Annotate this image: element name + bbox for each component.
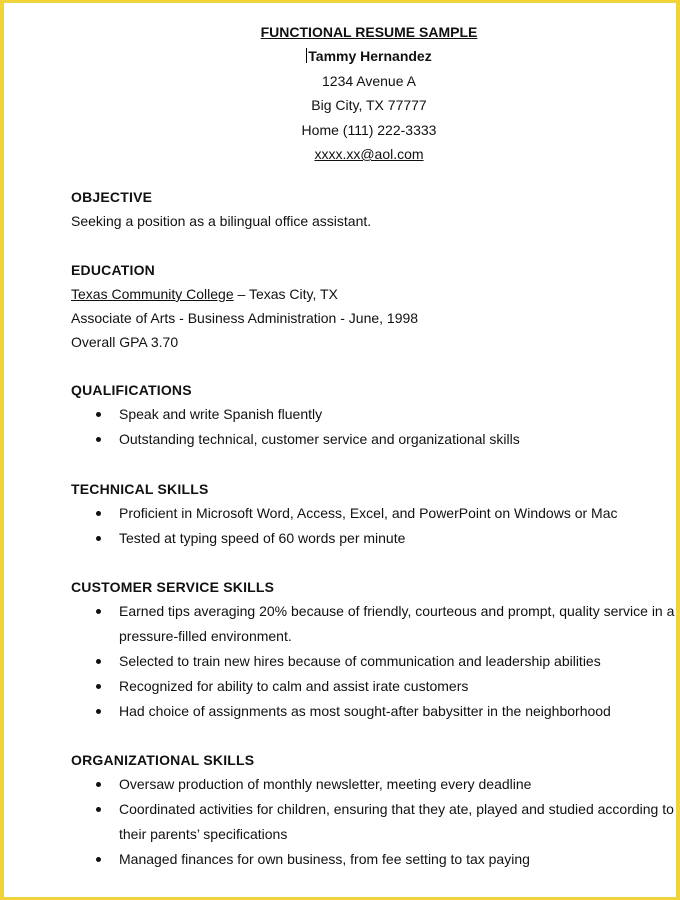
gpa-line: Overall GPA 3.70 — [71, 334, 179, 350]
qualifications-section — [71, 378, 671, 452]
list-item: Outstanding technical, customer service and organizational skills — [71, 427, 671, 452]
objective-section — [71, 185, 671, 233]
document-title: FUNCTIONAL RESUME SAMPLE — [260, 24, 478, 40]
resume-header — [4, 20, 676, 166]
customer-service-list — [71, 599, 675, 724]
objective-text: Seeking a position as a bilingual office assistant. — [71, 213, 372, 229]
email-link[interactable]: xxxx.xx@aol.com — [314, 145, 424, 162]
degree-line: Associate of Arts - Business Administration - June, 1998 — [71, 310, 419, 326]
resume-page — [4, 3, 676, 897]
list-item: Earned tips averaging 20% because of friendly, courteous and prompt, quality service in a pressure-filled environment. — [71, 599, 671, 649]
organizational-skills-heading: ORGANIZATIONAL SKILLS — [71, 752, 255, 768]
organizational-skills-list — [71, 772, 674, 872]
bullet-icon — [96, 782, 101, 787]
bullet-icon — [96, 807, 101, 812]
phone-line: Home (111) 222-3333 — [301, 121, 437, 138]
bullet-icon — [96, 709, 101, 714]
bullet-icon — [96, 511, 101, 516]
bullet-icon — [96, 536, 101, 541]
bullet-icon — [96, 609, 101, 614]
technical-skills-section — [71, 477, 671, 551]
city-line: Big City, TX 77777 — [311, 97, 427, 114]
qualifications-list — [71, 402, 671, 452]
bullet-icon — [96, 412, 101, 417]
customer-service-heading: CUSTOMER SERVICE SKILLS — [71, 579, 275, 595]
customer-service-section — [71, 575, 675, 724]
list-item: Recognized for ability to calm and assist irate customers — [71, 674, 671, 699]
list-item: Selected to train new hires because of communication and leadership abilities — [71, 649, 671, 674]
bullet-icon — [96, 659, 101, 664]
technical-skills-heading: TECHNICAL SKILLS — [71, 481, 209, 497]
technical-skills-list — [71, 501, 671, 551]
college-name: Texas Community College — [71, 286, 234, 302]
bullet-icon — [96, 857, 101, 862]
bullet-icon — [96, 684, 101, 689]
list-item: Proficient in Microsoft Word, Access, Excel, and PowerPoint on Windows or Mac — [71, 501, 671, 526]
address-line: 1234 Avenue A — [322, 72, 416, 89]
list-item: Managed finances for own business, from fee setting to tax paying — [71, 847, 671, 872]
qualifications-heading: QUALIFICATIONS — [71, 382, 192, 398]
objective-heading: OBJECTIVE — [71, 189, 153, 205]
list-item: Tested at typing speed of 60 words per minute — [71, 526, 671, 551]
list-item: Oversaw production of monthly newsletter, meeting every deadline — [71, 772, 671, 797]
list-item: Coordinated activities for children, ensuring that they ate, played and studied according to their parents’ specifications — [71, 797, 671, 847]
college-location: – Texas City, TX — [233, 286, 338, 302]
applicant-name — [4, 44, 676, 68]
list-item: Had choice of assignments as most sought-after babysitter in the neighborhood — [71, 699, 671, 724]
list-item: Speak and write Spanish fluently — [71, 402, 671, 427]
education-section — [71, 258, 671, 354]
education-heading: EDUCATION — [71, 262, 155, 278]
college-line — [71, 282, 671, 306]
applicant-name-text: Tammy Hernandez — [308, 48, 432, 65]
bullet-icon — [96, 437, 101, 442]
organizational-skills-section — [71, 748, 674, 872]
